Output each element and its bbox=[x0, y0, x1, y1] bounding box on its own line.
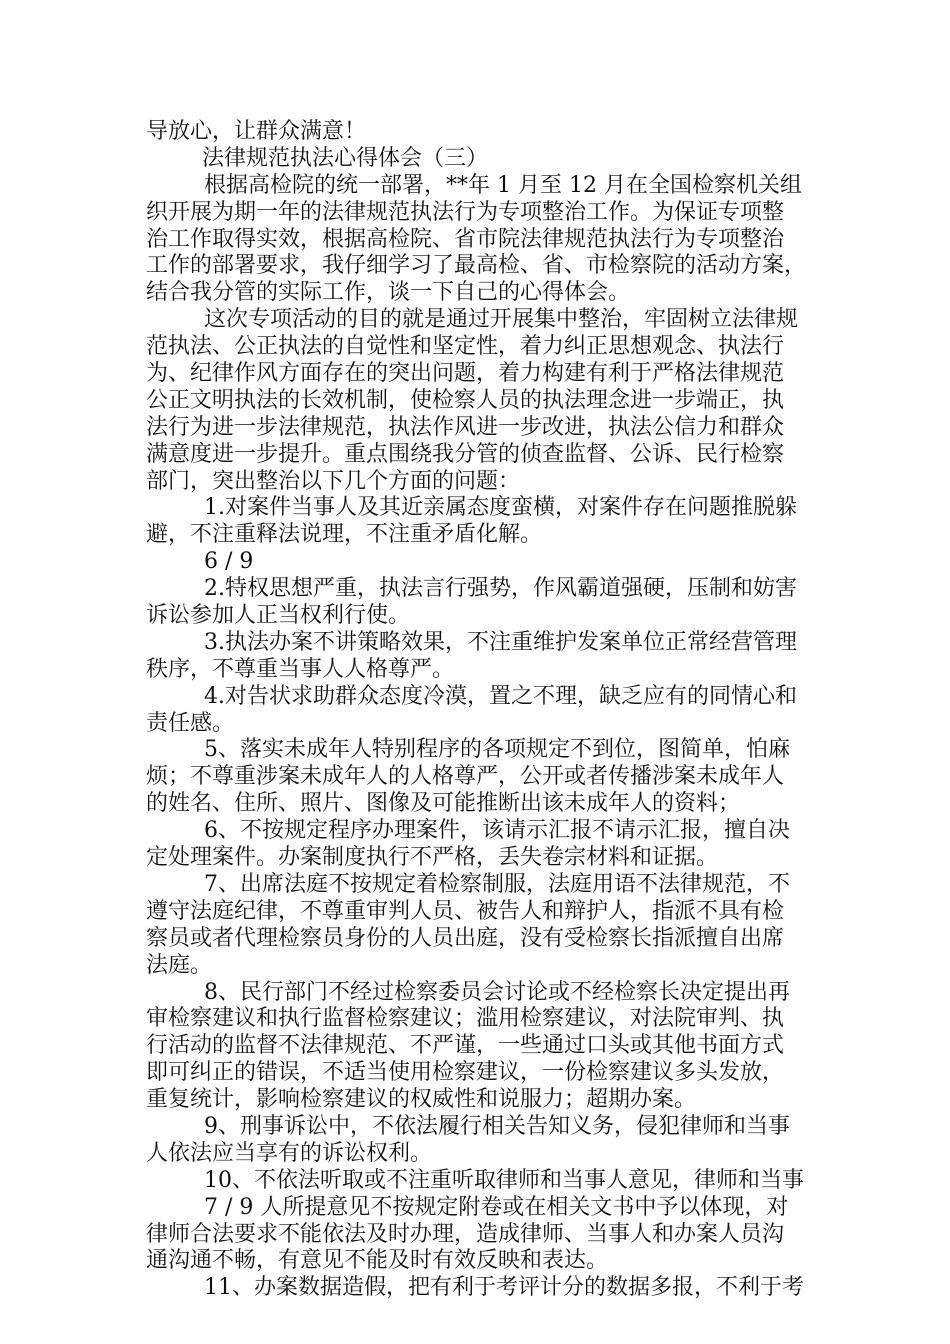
text-line: 结合我分管的实际工作，谈一下自己的心得体会。 bbox=[146, 280, 631, 306]
text-line: 法行为进一步法律规范，执法作风进一步改进，执法公信力和群众 bbox=[146, 414, 785, 440]
text-line: 法庭。 bbox=[146, 952, 213, 978]
text-line: 律师合法要求不能依法及时办理，造成律师、当事人和办案人员沟 bbox=[146, 1221, 785, 1247]
text-line: 人依法应当享有的诉讼权利。 bbox=[146, 1140, 433, 1166]
text-line: 治工作取得实效，根据高检院、省市院法律规范执法行为专项整治 bbox=[146, 226, 785, 252]
page-number: 6 / 9 bbox=[204, 549, 254, 575]
text-line: 避，不注重释法说理，不注重矛盾化解。 bbox=[146, 522, 543, 548]
text-line: 行活动的监督不法律规范、不严谨，一些通过口头或其他书面方式 bbox=[146, 1033, 785, 1059]
text-line: 公正文明执法的长效机制，使检察人员的执法理念进一步端正，执 bbox=[146, 387, 785, 413]
text-line: 范执法、公正执法的自觉性和坚定性，着力纠正思想观念、执法行 bbox=[146, 334, 785, 360]
text-line: 满意度进一步提升。重点围绕我分管的侦查监督、公诉、民行检察 bbox=[146, 441, 785, 467]
text-line: 导放心，让群众满意！ bbox=[146, 119, 367, 144]
text-line: 工作的部署要求，我仔细学习了最高检、省、市检察院的活动方案， bbox=[146, 253, 807, 279]
text-line: 7、出席法庭不按规定着检察制服，法庭用语不法律规范，不 bbox=[204, 871, 790, 897]
text-line: 遵守法庭纪律，不尊重审判人员、被告人和辩护人，指派不具有检 bbox=[146, 898, 785, 924]
text-line: 5、落实未成年人特别程序的各项规定不到位，图简单，怕麻 bbox=[204, 737, 790, 763]
text-line: 诉讼参加人正当权利行使。 bbox=[146, 603, 411, 629]
text-line: 1.对案件当事人及其近亲属态度蛮横，对案件存在问题推脱躲 bbox=[204, 495, 797, 521]
text-line: 秩序，不尊重当事人人格尊严。 bbox=[146, 656, 455, 682]
text-line: 的姓名、住所、照片、图像及可能推断出该未成年人的资料； bbox=[146, 791, 741, 817]
text-line: 4.对告状求助群众态度冷漠，置之不理，缺乏应有的同情心和 bbox=[204, 683, 797, 709]
text-line: 察员或者代理检察员身份的人员出庭，没有受检察长指派擅自出席 bbox=[146, 925, 785, 951]
text-line-with-page-number: 7 / 9 人所提意见不按规定附卷或在相关文书中予以体现，对 bbox=[204, 1194, 789, 1220]
text-line: 部门，突出整治以下几个方面的问题： bbox=[146, 468, 521, 494]
document-body bbox=[146, 119, 812, 1302]
text-line: 根据高检院的统一部署，**年 1 月至 12 月在全国检察机关组 bbox=[204, 172, 802, 198]
text-line: 这次专项活动的目的就是通过开展集中整治，牢固树立法律规 bbox=[204, 307, 799, 333]
text-line: 6、不按规定程序办理案件，该请示汇报不请示汇报，擅自决 bbox=[204, 818, 790, 844]
text-line: 通沟通不畅，有意见不能及时有效反映和表达。 bbox=[146, 1248, 609, 1274]
text-line: 3.执法办案不讲策略效果，不注重维护发案单位正常经营管理 bbox=[204, 629, 797, 655]
text-line: 烦；不尊重涉案未成年人的人格尊严，公开或者传播涉案未成年人 bbox=[146, 764, 785, 790]
text-line: 为、纪律作风方面存在的突出问题，着力构建有利于严格法律规范 bbox=[146, 361, 785, 387]
text-line: 2.特权思想严重，执法言行强势，作风霸道强硬，压制和妨害 bbox=[204, 576, 797, 602]
text-line: 10、不依法听取或不注重听取律师和当事人意见，律师和当事 bbox=[204, 1167, 804, 1193]
text-line: 9、刑事诉讼中，不依法履行相关告知义务，侵犯律师和当事 bbox=[204, 1113, 790, 1139]
text-line: 11、办案数据造假，把有利于考评计分的数据多报，不利于考 bbox=[204, 1275, 804, 1301]
text-line: 织开展为期一年的法律规范执法行为专项整治工作。为保证专项整 bbox=[146, 199, 785, 225]
text-line: 责任感。 bbox=[146, 710, 235, 736]
text-line: 审检察建议和执行监督检察建议；滥用检察建议，对法院审判、执 bbox=[146, 1006, 785, 1032]
text-line: 定处理案件。办案制度执行不严格，丢失卷宗材料和证据。 bbox=[146, 845, 719, 871]
section-heading: 法律规范执法心得体会（三） bbox=[202, 145, 489, 171]
text-line: 8、民行部门不经过检察委员会讨论或不经检察长决定提出再 bbox=[204, 979, 790, 1005]
text-line: 重复统计，影响检察建议的权威性和说服力；超期办案。 bbox=[146, 1087, 697, 1113]
text-line: 即可纠正的错误，不适当使用检察建议，一份检察建议多头发放， bbox=[146, 1060, 785, 1086]
